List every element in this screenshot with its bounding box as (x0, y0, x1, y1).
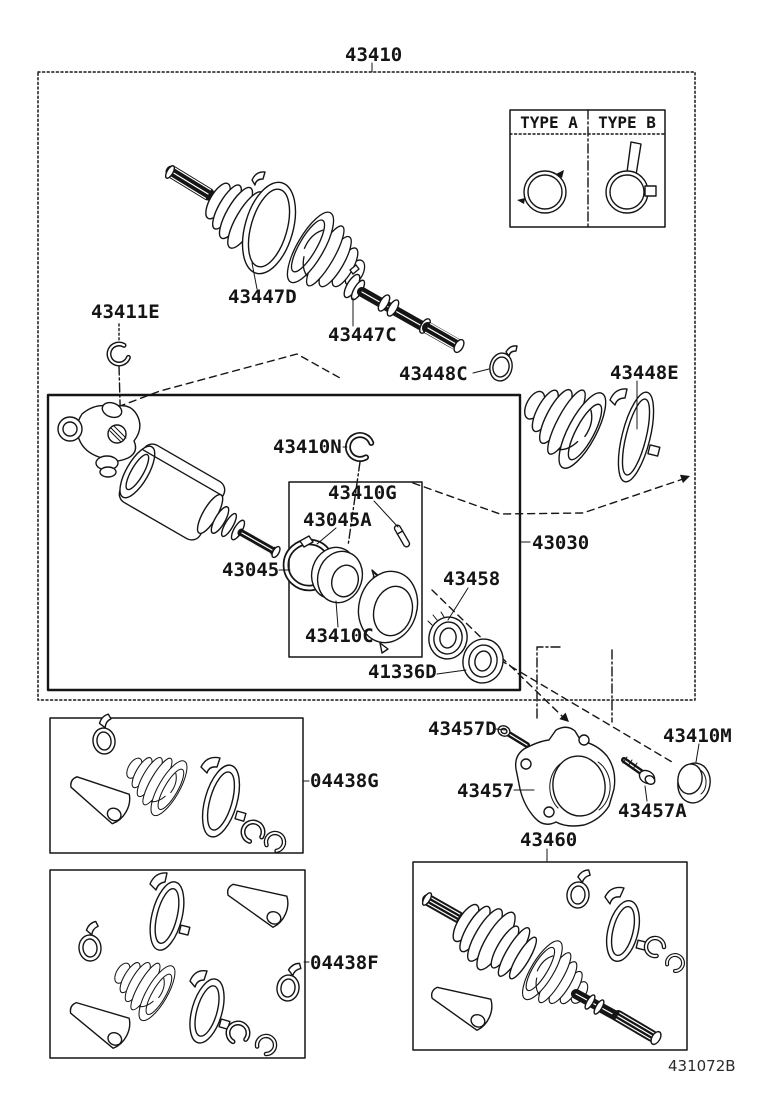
part-label-41336D: 41336D (368, 661, 437, 683)
rear-drive-shaft-illustration (421, 868, 686, 1046)
grease-tube (63, 766, 134, 827)
kit-snap-ring (243, 822, 263, 841)
part-label-43410N: 43410N (273, 436, 342, 458)
inboard-joint-housing (111, 438, 281, 559)
shaft-end-cap (675, 761, 713, 806)
outboard-spline-stub (164, 164, 211, 198)
inboard-boot (508, 364, 615, 474)
inboard-snap-ring (343, 430, 376, 463)
spline-stub (421, 891, 460, 920)
bracket-stud-bolt (496, 724, 527, 745)
part-label-43410: 43410 (345, 44, 403, 66)
type-a-header: TYPE A (520, 113, 578, 132)
center-bearing (305, 541, 369, 608)
part-label-43045: 43045 (222, 559, 280, 581)
part-label-43447D: 43447D (228, 286, 297, 308)
shaft-snap-ring (109, 344, 128, 364)
part-label-43447C: 43447C (328, 324, 397, 346)
grease-tube (221, 873, 292, 929)
part-label-43460: 43460 (520, 829, 578, 851)
construction-lines (62, 324, 690, 762)
large-clamp (601, 887, 647, 964)
part-label-43448E: 43448E (610, 362, 679, 384)
part-label-43457D: 43457D (428, 718, 497, 740)
kit-snap-ring (254, 1033, 278, 1057)
drawing-code: 431072B (668, 1057, 736, 1075)
part-label-43457: 43457 (457, 780, 515, 802)
part-label-43457A: 43457A (618, 800, 687, 822)
part-label-43458: 43458 (443, 568, 501, 590)
type-b-header: TYPE B (598, 113, 656, 132)
kit-mid-clamp (183, 971, 230, 1047)
bracket-bolt (623, 757, 657, 786)
axle-shaft (576, 994, 663, 1046)
kit-small-clamp (89, 714, 116, 756)
part-label-43411E: 43411E (91, 301, 160, 323)
part-label-43448C: 43448C (399, 363, 468, 385)
part-label-43410G: 43410G (328, 482, 397, 504)
snap-ring (664, 952, 685, 974)
bearing-bracket (516, 727, 615, 826)
inboard-boot-clamp-small (487, 346, 517, 383)
part-label-04438G: 04438G (310, 770, 379, 792)
inboard-boot-clamp-large (610, 389, 661, 485)
part-label-43410C: 43410C (305, 625, 374, 647)
type-a-clamp-drawing (517, 170, 566, 213)
boot-kit-04438G-illustration (63, 714, 287, 855)
kit-small-clamp (77, 921, 102, 962)
part-label-43030: 43030 (532, 532, 590, 554)
bearing-pin (393, 524, 410, 548)
kit-large-clamp (195, 757, 246, 841)
kit-small-clamp (275, 961, 302, 1003)
tripod-spider (58, 400, 140, 477)
part-label-43410M: 43410M (663, 725, 732, 747)
grease-tube (63, 992, 134, 1051)
boot-kit-04438F-illustration (63, 873, 302, 1057)
small-clamp (566, 868, 592, 909)
part-label-04438F: 04438F (310, 952, 379, 974)
type-b-clamp-drawing (606, 142, 656, 213)
kit-snap-ring (263, 829, 288, 854)
kit-large-clamp (144, 873, 190, 954)
kit-snap-ring (227, 1021, 250, 1044)
grease-tube (425, 976, 496, 1032)
snap-ring (643, 935, 667, 959)
part-label-43045A: 43045A (303, 509, 372, 531)
